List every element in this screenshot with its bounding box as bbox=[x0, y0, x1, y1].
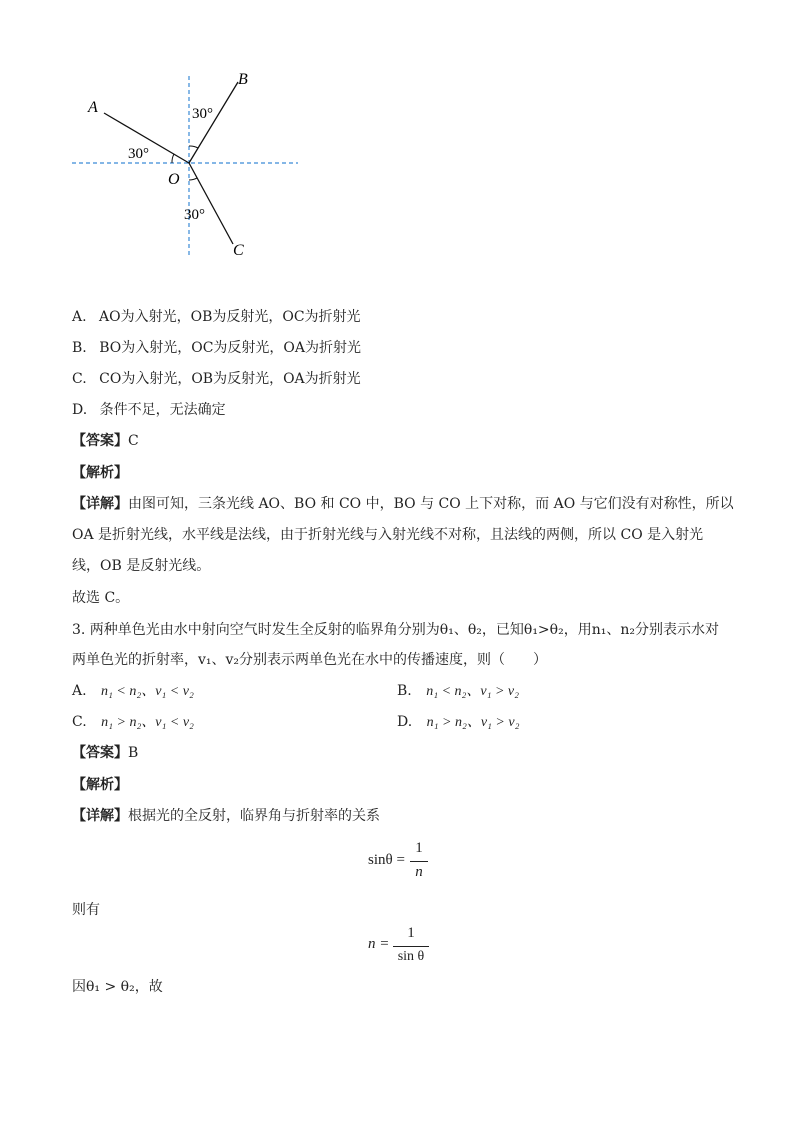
answer-tag: 【答案】 bbox=[72, 745, 128, 761]
option-text: CO为入射光，OB为反射光，OA为折射光 bbox=[99, 371, 361, 387]
q2-detail-line1 bbox=[72, 494, 734, 514]
q3-stem-line2: 两单色光的折射率，v₁、v₂分别表示两单色光在水中的传播速度，则（ ） bbox=[72, 652, 548, 668]
optics-diagram bbox=[60, 60, 320, 270]
q2-detail-line3: 线，OB 是反射光线。 bbox=[72, 558, 211, 574]
option-letter: C. bbox=[72, 371, 87, 387]
angle-label-A: 30° bbox=[128, 146, 149, 162]
option-text: n₁ < n₂、v₁ < v₂ bbox=[101, 684, 194, 699]
detail-tag: 【详解】 bbox=[72, 496, 128, 512]
angle-arc-A bbox=[172, 154, 174, 163]
option-letter: A. bbox=[72, 683, 87, 699]
option-text: 条件不足，无法确定 bbox=[99, 402, 226, 418]
q3-because: 因θ₁ > θ₂，故 bbox=[72, 979, 163, 995]
q3-option-d[interactable] bbox=[397, 712, 519, 733]
q3-option-a[interactable] bbox=[72, 681, 194, 702]
ray-OC bbox=[189, 163, 233, 244]
label-A: A bbox=[88, 99, 98, 116]
q2-detail-line2: OA 是折射光线，水平线是法线，由于折射光线与入射光线不对称，且法线的两侧，所以 CO 是入射光 bbox=[72, 527, 704, 543]
q3-analysis-tag: 【解析】 bbox=[72, 777, 128, 793]
option-letter: A. bbox=[72, 309, 87, 325]
answer-value: C bbox=[128, 433, 139, 449]
q2-option-c[interactable] bbox=[72, 369, 361, 389]
fraction-bar bbox=[393, 946, 429, 947]
ray-OB bbox=[189, 82, 238, 163]
equation-2-lhs: n = bbox=[368, 936, 390, 952]
equation-1-lhs: sinθ = bbox=[368, 852, 405, 868]
numerator: 1 bbox=[407, 925, 415, 941]
detail-tag: 【详解】 bbox=[72, 808, 128, 824]
detail-text: 由图可知，三条光线 AO、BO 和 CO 中，BO 与 CO 上下对称，而 AO 与它们没有对称性，所以 bbox=[128, 496, 734, 512]
q2-option-d[interactable] bbox=[72, 400, 226, 420]
equation-2-fraction bbox=[391, 925, 431, 971]
option-letter: D. bbox=[397, 714, 413, 730]
q2-option-a[interactable] bbox=[72, 307, 361, 327]
q3-then: 则有 bbox=[72, 902, 100, 918]
option-letter: B. bbox=[72, 340, 87, 356]
label-B: B bbox=[238, 71, 248, 88]
detail-text: 根据光的全反射，临界角与折射率的关系 bbox=[128, 808, 380, 824]
q3-answer bbox=[72, 743, 138, 763]
q2-answer bbox=[72, 431, 139, 451]
option-text: AO为入射光，OB为反射光，OC为折射光 bbox=[99, 309, 361, 325]
denominator: sin θ bbox=[397, 949, 425, 964]
option-letter: C. bbox=[72, 714, 87, 730]
q3-detail bbox=[72, 806, 380, 826]
denominator: n bbox=[415, 864, 423, 880]
q3-stem-line1: 3. 两种单色光由水中射向空气时发生全反射的临界角分别为θ₁、θ₂，已知θ₁>θ₂，用n₁、n₂分别表示水对 bbox=[72, 622, 719, 638]
option-text: n₁ > n₂、v₁ > v₂ bbox=[426, 715, 520, 730]
option-text: n₁ < n₂、v₁ > v₂ bbox=[426, 684, 519, 699]
q3-option-c[interactable] bbox=[72, 712, 194, 733]
angle-arc-C bbox=[189, 178, 197, 180]
q2-conclusion: 故选 C。 bbox=[72, 590, 130, 606]
q3-option-b[interactable] bbox=[397, 681, 519, 702]
q2-option-b[interactable] bbox=[72, 338, 361, 358]
angle-label-C: 30° bbox=[184, 207, 205, 223]
option-letter: D. bbox=[72, 402, 88, 418]
angle-arc-B bbox=[189, 146, 198, 148]
option-text: n₁ > n₂、v₁ < v₂ bbox=[101, 715, 194, 730]
label-C: C bbox=[233, 242, 244, 259]
fraction-bar bbox=[410, 861, 428, 862]
answer-value: B bbox=[128, 745, 139, 761]
numerator: 1 bbox=[415, 840, 423, 856]
answer-tag: 【答案】 bbox=[72, 433, 128, 449]
angle-label-B: 30° bbox=[192, 106, 213, 122]
equation-1-fraction bbox=[408, 840, 430, 886]
option-text: BO为入射光，OC为反射光，OA为折射光 bbox=[99, 340, 362, 356]
q2-analysis-tag: 【解析】 bbox=[72, 465, 128, 481]
option-letter: B. bbox=[397, 683, 412, 699]
label-O: O bbox=[168, 171, 180, 188]
